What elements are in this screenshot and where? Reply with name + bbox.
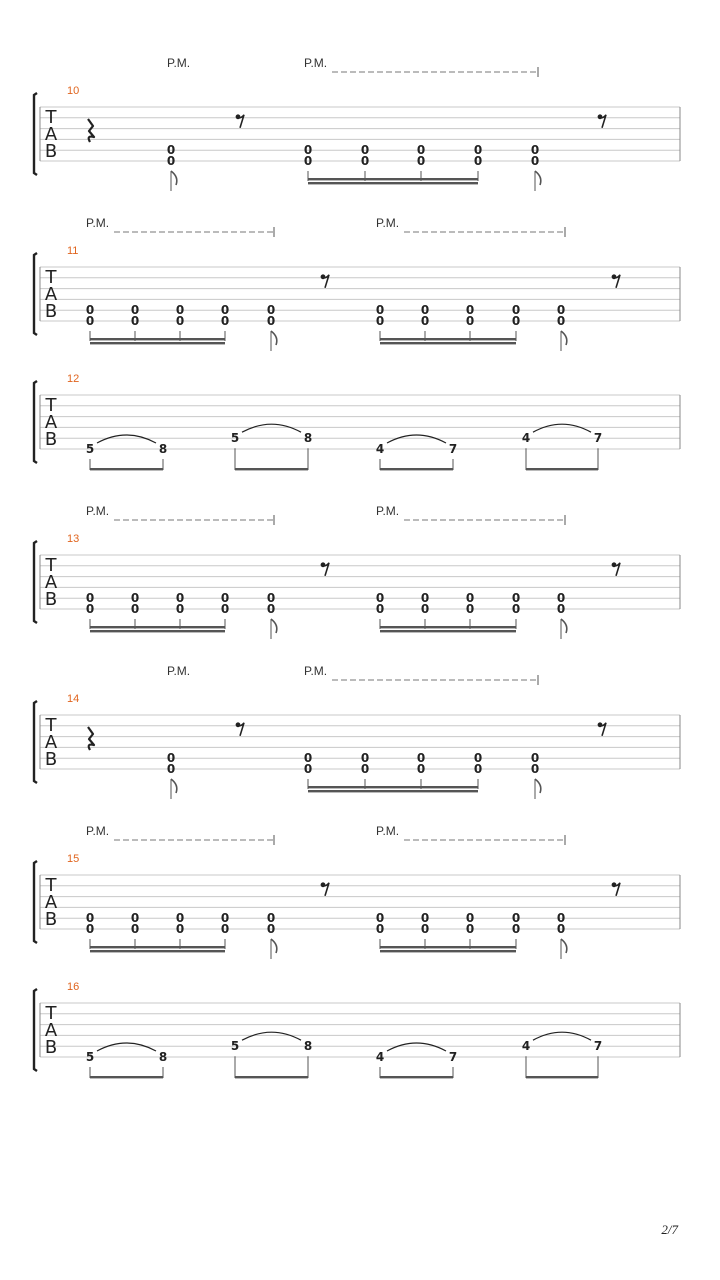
fret-number: 0 xyxy=(220,911,230,926)
system-measure-15 xyxy=(34,824,680,959)
eighth-rest xyxy=(598,114,606,127)
fret-number: 0 xyxy=(166,751,176,766)
fret-number: 0 xyxy=(266,314,276,328)
fret-number: 5 xyxy=(230,1039,240,1054)
fret-number: 0 xyxy=(473,751,483,766)
measure-number: 16 xyxy=(67,981,80,993)
system-bracket xyxy=(34,861,37,943)
slur-arc xyxy=(533,424,591,432)
fret-number: 0 xyxy=(220,303,230,318)
fret-number: 0 xyxy=(511,602,521,616)
fret-number: 0 xyxy=(473,143,483,158)
palm-mute-label: P.M. xyxy=(376,504,400,518)
system-bracket xyxy=(34,93,37,175)
fret-number: 0 xyxy=(556,591,566,606)
fret-number: 0 xyxy=(360,751,370,766)
fret-number: 0 xyxy=(420,911,430,926)
fret-number: 0 xyxy=(416,762,426,776)
note-flag xyxy=(171,779,177,793)
fret-number: 4 xyxy=(375,1050,385,1064)
fret-number: 4 xyxy=(521,1039,531,1054)
fret-number: 0 xyxy=(465,922,475,936)
fret-number: 0 xyxy=(511,303,521,318)
palm-mute-label: P.M. xyxy=(86,216,110,230)
tab-clef-b: B xyxy=(44,429,58,450)
fret-number: 0 xyxy=(303,154,313,168)
beam-secondary xyxy=(90,342,225,344)
tab-clef-b: B xyxy=(44,749,58,770)
fret-number: 0 xyxy=(85,591,95,606)
fret-number: 0 xyxy=(220,591,230,606)
fret-number: 0 xyxy=(266,303,276,318)
beam xyxy=(235,468,308,470)
fret-number: 0 xyxy=(416,751,426,766)
slur-arc xyxy=(97,1043,156,1051)
fret-number: 0 xyxy=(85,314,95,328)
measure-number: 10 xyxy=(67,85,80,97)
tab-clef-b: B xyxy=(44,589,58,610)
measure-number: 12 xyxy=(67,373,80,385)
fret-number: 0 xyxy=(175,303,185,318)
fret-number: 0 xyxy=(375,911,385,926)
system-bracket xyxy=(34,541,37,623)
fret-number: 0 xyxy=(416,154,426,168)
palm-mute-label: P.M. xyxy=(376,216,400,230)
tab-clef-a: A xyxy=(44,732,58,753)
beam-primary xyxy=(380,946,516,948)
fret-number: 5 xyxy=(85,1050,95,1064)
tab-clef-t: T xyxy=(45,875,57,896)
fret-number: 4 xyxy=(375,442,385,456)
tab-clef-a: A xyxy=(44,124,58,145)
beam-secondary xyxy=(308,182,478,184)
beam xyxy=(235,1076,308,1078)
fret-number: 0 xyxy=(420,602,430,616)
fret-number: 0 xyxy=(85,602,95,616)
fret-number: 0 xyxy=(420,591,430,606)
slur-arc xyxy=(387,435,446,443)
fret-number: 0 xyxy=(175,922,185,936)
eighth-rest xyxy=(598,722,606,735)
fret-number: 0 xyxy=(130,591,140,606)
fret-number: 0 xyxy=(303,751,313,766)
tab-clef-t: T xyxy=(45,1003,57,1024)
fret-number: 0 xyxy=(530,751,540,766)
fret-number: 8 xyxy=(158,1050,168,1064)
page-number: 2/7 xyxy=(661,1222,678,1237)
fret-number: 0 xyxy=(556,922,566,936)
eighth-rest xyxy=(236,114,244,127)
fret-number: 0 xyxy=(420,922,430,936)
fret-number: 0 xyxy=(375,314,385,328)
fret-number: 0 xyxy=(85,303,95,318)
note-flag xyxy=(535,779,541,793)
fret-number: 0 xyxy=(166,154,176,168)
fret-number: 0 xyxy=(85,922,95,936)
fret-number: 0 xyxy=(166,762,176,776)
beam-secondary xyxy=(90,630,225,632)
system-bracket xyxy=(34,381,37,463)
fret-number: 0 xyxy=(556,911,566,926)
beam-primary xyxy=(308,178,478,180)
fret-number: 0 xyxy=(465,602,475,616)
beam xyxy=(380,1076,453,1078)
beam-primary xyxy=(380,626,516,628)
tab-clef-a: A xyxy=(44,572,58,593)
fret-number: 0 xyxy=(375,922,385,936)
beam xyxy=(90,1076,163,1078)
fret-number: 0 xyxy=(556,314,566,328)
fret-number: 0 xyxy=(175,314,185,328)
fret-number: 0 xyxy=(360,143,370,158)
eighth-rest xyxy=(321,274,329,287)
note-flag xyxy=(271,331,277,345)
fret-number: 0 xyxy=(465,911,475,926)
fret-number: 0 xyxy=(166,143,176,158)
beam-secondary xyxy=(90,950,225,952)
fret-number: 0 xyxy=(130,602,140,616)
fret-number: 0 xyxy=(465,314,475,328)
fret-number: 8 xyxy=(303,431,313,446)
fret-number: 0 xyxy=(473,154,483,168)
fret-number: 0 xyxy=(556,602,566,616)
fret-number: 7 xyxy=(593,1039,603,1054)
fret-number: 0 xyxy=(266,922,276,936)
fret-number: 0 xyxy=(375,602,385,616)
note-flag xyxy=(535,171,541,185)
note-flag xyxy=(271,939,277,953)
system-measure-16 xyxy=(34,981,680,1078)
palm-mute-label: P.M. xyxy=(167,56,191,70)
fret-number: 0 xyxy=(360,762,370,776)
slur-arc xyxy=(242,424,301,432)
tab-clef-a: A xyxy=(44,284,58,305)
beam xyxy=(380,468,453,470)
beam-secondary xyxy=(380,342,516,344)
palm-mute-label: P.M. xyxy=(376,824,400,838)
fret-number: 8 xyxy=(303,1039,313,1054)
fret-number: 0 xyxy=(266,591,276,606)
fret-number: 0 xyxy=(175,591,185,606)
fret-number: 0 xyxy=(420,303,430,318)
beam-primary xyxy=(308,786,478,788)
note-flag xyxy=(561,619,567,633)
system-measure-13 xyxy=(34,504,680,639)
fret-number: 0 xyxy=(85,911,95,926)
fret-number: 0 xyxy=(375,303,385,318)
system-measure-14 xyxy=(34,664,680,799)
fret-number: 4 xyxy=(521,431,531,446)
fret-number: 0 xyxy=(130,303,140,318)
beam xyxy=(90,468,163,470)
system-measure-11 xyxy=(34,216,680,351)
beam-secondary xyxy=(380,950,516,952)
palm-mute-label: P.M. xyxy=(304,56,328,70)
fret-number: 0 xyxy=(473,762,483,776)
fret-number: 0 xyxy=(465,303,475,318)
fret-number: 0 xyxy=(266,602,276,616)
note-flag xyxy=(271,619,277,633)
beam-primary xyxy=(90,946,225,948)
tab-clef-b: B xyxy=(44,141,58,162)
tab-clef-t: T xyxy=(45,715,57,736)
note-flag xyxy=(561,939,567,953)
fret-number: 0 xyxy=(511,314,521,328)
fret-number: 7 xyxy=(448,1050,458,1064)
system-measure-10 xyxy=(34,56,680,191)
eighth-rest xyxy=(612,274,620,287)
system-bracket xyxy=(34,253,37,335)
fret-number: 0 xyxy=(303,762,313,776)
slur-arc xyxy=(242,1032,301,1040)
eighth-rest xyxy=(321,562,329,575)
eighth-rest xyxy=(321,882,329,895)
measure-number: 11 xyxy=(67,245,79,257)
fret-number: 0 xyxy=(220,602,230,616)
beam xyxy=(526,1076,598,1078)
beam-primary xyxy=(90,338,225,340)
fret-number: 0 xyxy=(530,762,540,776)
fret-number: 0 xyxy=(375,591,385,606)
eighth-rest xyxy=(612,882,620,895)
fret-number: 0 xyxy=(416,143,426,158)
fret-number: 5 xyxy=(85,442,95,456)
measure-number: 13 xyxy=(67,533,80,545)
fret-number: 0 xyxy=(530,154,540,168)
fret-number: 0 xyxy=(303,143,313,158)
fret-number: 0 xyxy=(420,314,430,328)
note-flag xyxy=(561,331,567,345)
fret-number: 0 xyxy=(220,922,230,936)
tab-clef-t: T xyxy=(45,555,57,576)
fret-number: 0 xyxy=(511,922,521,936)
beam-secondary xyxy=(380,630,516,632)
fret-number: 7 xyxy=(593,431,603,446)
tab-clef-a: A xyxy=(44,1020,58,1041)
tab-clef-b: B xyxy=(44,1037,58,1058)
fret-number: 0 xyxy=(266,911,276,926)
tab-clef-b: B xyxy=(44,909,58,930)
slur-arc xyxy=(97,435,156,443)
system-measure-12 xyxy=(34,373,680,470)
tab-clef-t: T xyxy=(45,395,57,416)
tab-clef-t: T xyxy=(45,267,57,288)
measure-number: 14 xyxy=(67,693,80,705)
fret-number: 7 xyxy=(448,442,458,456)
palm-mute-label: P.M. xyxy=(304,664,328,678)
fret-number: 0 xyxy=(511,911,521,926)
eighth-rest xyxy=(612,562,620,575)
palm-mute-label: P.M. xyxy=(167,664,191,678)
beam-secondary xyxy=(308,790,478,792)
note-flag xyxy=(171,171,177,185)
fret-number: 0 xyxy=(556,303,566,318)
fret-number: 0 xyxy=(511,591,521,606)
fret-number: 0 xyxy=(360,154,370,168)
fret-number: 0 xyxy=(130,911,140,926)
fret-number: 5 xyxy=(230,431,240,446)
palm-mute-label: P.M. xyxy=(86,824,110,838)
measure-number: 15 xyxy=(67,853,80,865)
system-bracket xyxy=(34,989,37,1071)
slur-arc xyxy=(387,1043,446,1051)
tab-clef-a: A xyxy=(44,892,58,913)
fret-number: 0 xyxy=(175,911,185,926)
fret-number: 0 xyxy=(530,143,540,158)
fret-number: 0 xyxy=(130,314,140,328)
tab-clef-b: B xyxy=(44,301,58,322)
eighth-rest xyxy=(236,722,244,735)
slur-arc xyxy=(533,1032,591,1040)
beam-primary xyxy=(380,338,516,340)
fret-number: 0 xyxy=(220,314,230,328)
fret-number: 0 xyxy=(175,602,185,616)
system-bracket xyxy=(34,701,37,783)
beam-primary xyxy=(90,626,225,628)
tab-clef-a: A xyxy=(44,412,58,433)
fret-number: 0 xyxy=(465,591,475,606)
palm-mute-label: P.M. xyxy=(86,504,110,518)
fret-number: 8 xyxy=(158,442,168,456)
quarter-rest xyxy=(88,727,94,750)
quarter-rest xyxy=(88,119,94,142)
fret-number: 0 xyxy=(130,922,140,936)
tab-clef-t: T xyxy=(45,107,57,128)
beam xyxy=(526,468,598,470)
